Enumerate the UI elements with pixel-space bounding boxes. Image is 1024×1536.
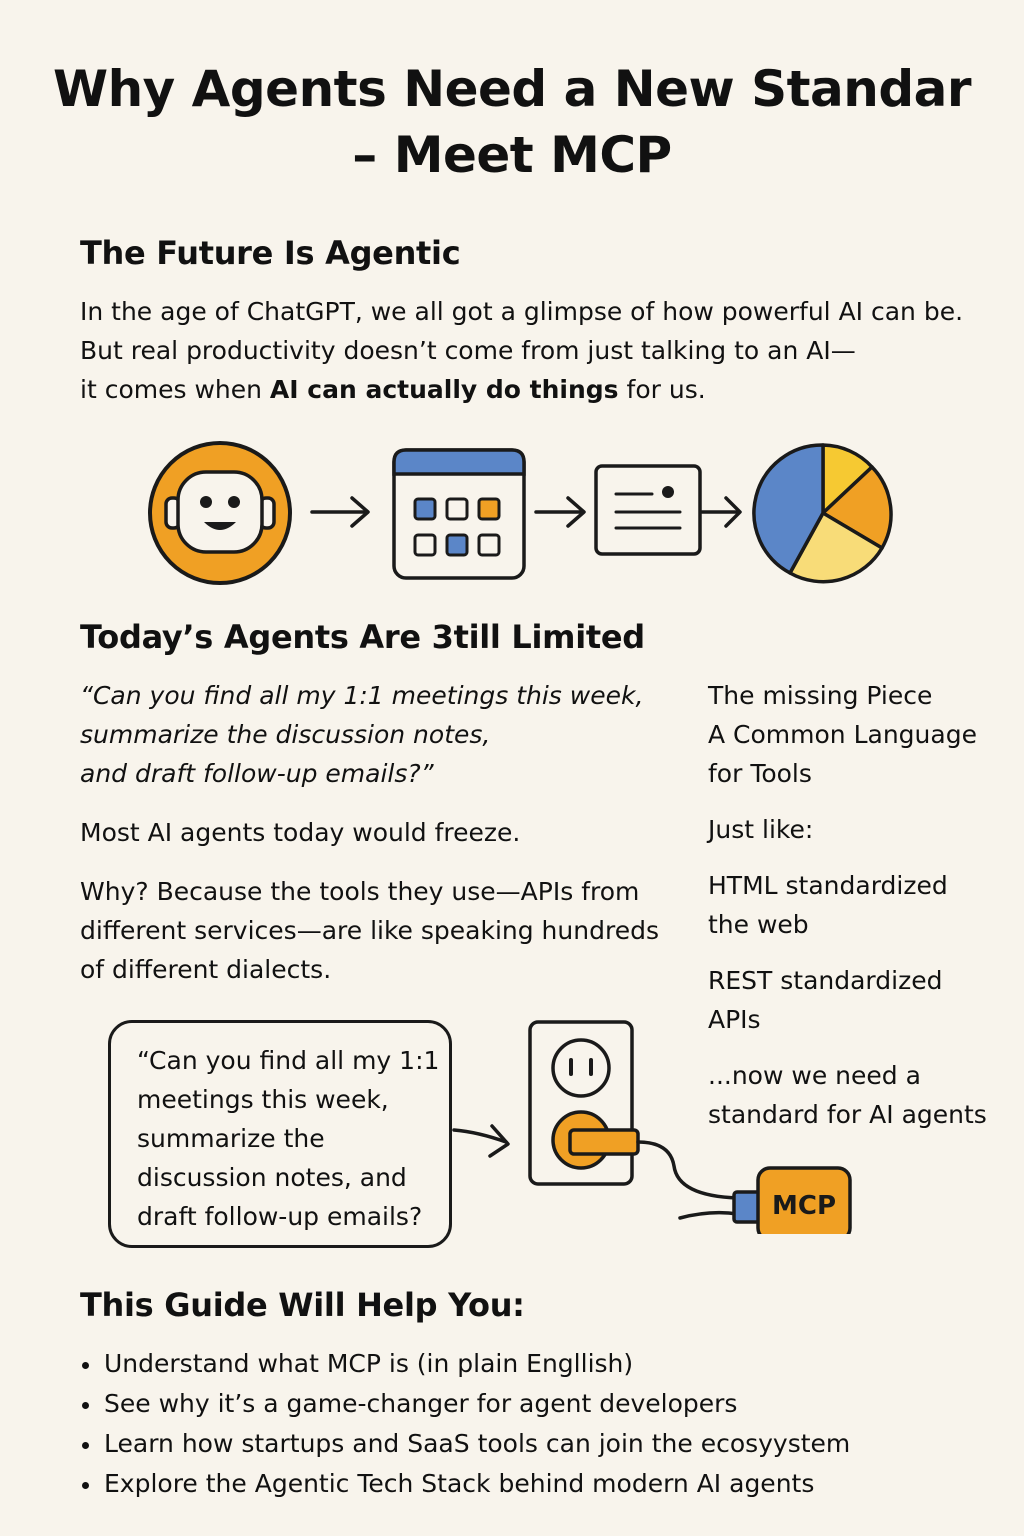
cable-icon	[638, 1142, 738, 1218]
intro-line-3-prefix: it comes when	[80, 375, 270, 404]
bubble-line-1: “Can you find all my 1:1	[137, 1046, 440, 1075]
why-line-1: Why? Because the tools they use—APIs from	[80, 877, 640, 906]
missing-line-1: The missing Piece	[708, 681, 933, 710]
intro-line-2: But real productivity doesn’t come from just talking to an AI—	[80, 336, 856, 365]
quote-line-1: “Can you find all my 1:1 meetings this week,	[80, 681, 644, 710]
arrow-right-icon	[454, 1126, 508, 1156]
section-heading-future: The Future Is Agentic	[80, 234, 461, 272]
arrow-right-icon	[312, 498, 368, 526]
title-line-1: Why Agents Need a New Standar	[52, 60, 972, 118]
html-line-2: the web	[708, 910, 809, 939]
page-title	[40, 56, 984, 188]
why-line-3: of different dialects.	[80, 955, 332, 984]
why-line-2: different services—are like speaking hundreds	[80, 916, 659, 945]
socket-plug-illustration	[448, 1014, 868, 1234]
intro-line-1: In the age of ChatGPT, we all got a glimpse of how powerful AI can be.	[80, 297, 964, 326]
speech-bubble	[108, 1020, 452, 1248]
quote-line-2: summarize the discussion notes,	[80, 720, 491, 749]
arrow-right-icon	[536, 498, 584, 526]
guide-list	[78, 1344, 998, 1504]
section-heading-limited: Today’s Agents Are 3till Limited	[80, 618, 645, 656]
pie-chart-icon	[754, 445, 891, 582]
app-grid-icon	[394, 450, 524, 578]
bubble-line-2: meetings this week,	[137, 1085, 389, 1114]
intro-paragraph	[80, 292, 1000, 409]
missing-line-2: A Common Language	[708, 720, 977, 749]
intro-line-3-bold: AI can actually do things	[269, 375, 619, 404]
limited-paragraph	[80, 676, 680, 989]
robot-face-icon	[150, 443, 290, 583]
document-icon	[596, 466, 700, 554]
bubble-line-3: summarize the	[137, 1124, 325, 1153]
mcp-plug-label: MCP	[771, 1191, 837, 1221]
list-item: Learn how startups and SaaS tools can join the ecosyystem	[78, 1424, 998, 1464]
list-item: Explore the Agentic Tech Stack behind modern AI agents	[78, 1464, 998, 1504]
now-line-2: standard for AI agents	[708, 1100, 987, 1129]
bubble-line-4: discussion notes, and	[137, 1163, 407, 1192]
arrow-right-icon	[702, 498, 740, 526]
list-item: Understand what MCP is (in plain Engllish)	[78, 1344, 998, 1384]
intro-line-3	[80, 370, 1000, 409]
rest-line-1: REST standardized	[708, 966, 943, 995]
freeze-text: Most AI agents today would freeze.	[80, 818, 521, 847]
now-line-1: ...now we need a	[708, 1061, 921, 1090]
mcp-plug-icon	[734, 1168, 850, 1234]
list-item: See why it’s a game-changer for agent developers	[78, 1384, 998, 1424]
intro-line-3-suffix: for us.	[618, 375, 706, 404]
title-line-2: – Meet MCP	[352, 126, 672, 184]
agent-flow-illustration	[140, 440, 900, 590]
rest-line-2: APIs	[708, 1005, 761, 1034]
missing-line-3: for Tools	[708, 759, 812, 788]
just-like-text: Just like:	[708, 815, 814, 844]
bubble-line-5: draft follow-up emails?	[137, 1202, 423, 1231]
quote-line-3: and draft follow-up emails?”	[80, 759, 434, 788]
section-heading-guide: This Guide Will Help You:	[80, 1286, 525, 1324]
html-line-1: HTML standardized	[708, 871, 948, 900]
power-socket-icon	[530, 1022, 638, 1184]
